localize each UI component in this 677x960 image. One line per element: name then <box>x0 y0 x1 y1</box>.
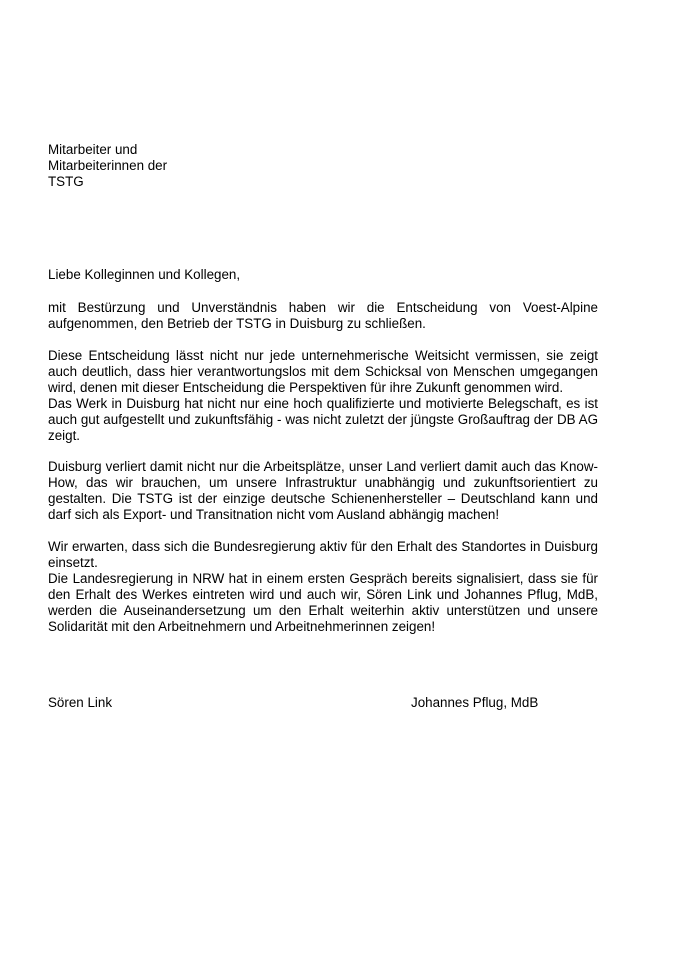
paragraph-duisburg <box>48 459 598 523</box>
paragraph-text: Diese Entscheidung lässt nicht nur jede unternehmerische Weitsicht vermissen, sie zeigt auch deutlich, dass hier verantwortungslos mit dem Schicksal von Menschen umgegangen wird, denen mit dieser Entscheidung die Perspektiven für ihre Zukunft genommen wird. <box>48 348 598 395</box>
signature-right: Johannes Pflug, MdB <box>411 695 539 710</box>
paragraph-expectation <box>48 539 598 635</box>
paragraph-text: Duisburg verliert damit nicht nur die Arbeitsplätze, unser Land verliert damit auch das Know-How, das wir brauchen, um unsere Infrastruktur unabhängig und zukunftsorientiert zu gestalten. Die TSTG ist der einzige deutsche Schienenhersteller – Deutschland kann und darf sich als Export- und Transitnation nicht vom Ausland abhängig machen! <box>48 459 598 522</box>
paragraph-text: Wir erwarten, dass sich die Bundesregierung aktiv für den Erhalt des Standortes in Duisburg einsetzt. <box>48 539 598 570</box>
paragraph-text: Die Landesregierung in NRW hat in einem ersten Gespräch bereits signalisiert, dass sie für den Erhalt des Werkes eintreten wird und auch wir, Sören Link und Johannes Pflug, MdB, werden die Auseinandersetzung um den Erhalt weiterhin aktiv unterstützen und unsere Solidarität mit den Arbeitnehmern und Arbeitnehmerinnen zeigen! <box>48 571 598 634</box>
paragraph-text: mit Bestürzung und Unverständnis haben wir die Entscheidung von Voest-Alpine aufgenommen, den Betrieb der TSTG in Duisburg zu schließen. <box>48 300 598 331</box>
salutation: Liebe Kolleginnen und Kollegen, <box>48 267 241 282</box>
paragraph-intro <box>48 300 598 332</box>
recipient-line: Mitarbeiter und <box>48 142 138 157</box>
paragraph-text: Das Werk in Duisburg hat nicht nur eine hoch qualifizierte und motivierte Belegschaft, es ist auch gut aufgestellt und zukunftsfähig - was nicht zuletzt der jüngste Großauftrag der DB AG zeigt. <box>48 396 598 443</box>
paragraph-decision <box>48 348 598 444</box>
recipient-line: Mitarbeiterinnen der <box>48 158 168 173</box>
recipient-line: TSTG <box>48 174 84 189</box>
recipient-block <box>48 142 167 190</box>
signature-left: Sören Link <box>48 695 113 710</box>
